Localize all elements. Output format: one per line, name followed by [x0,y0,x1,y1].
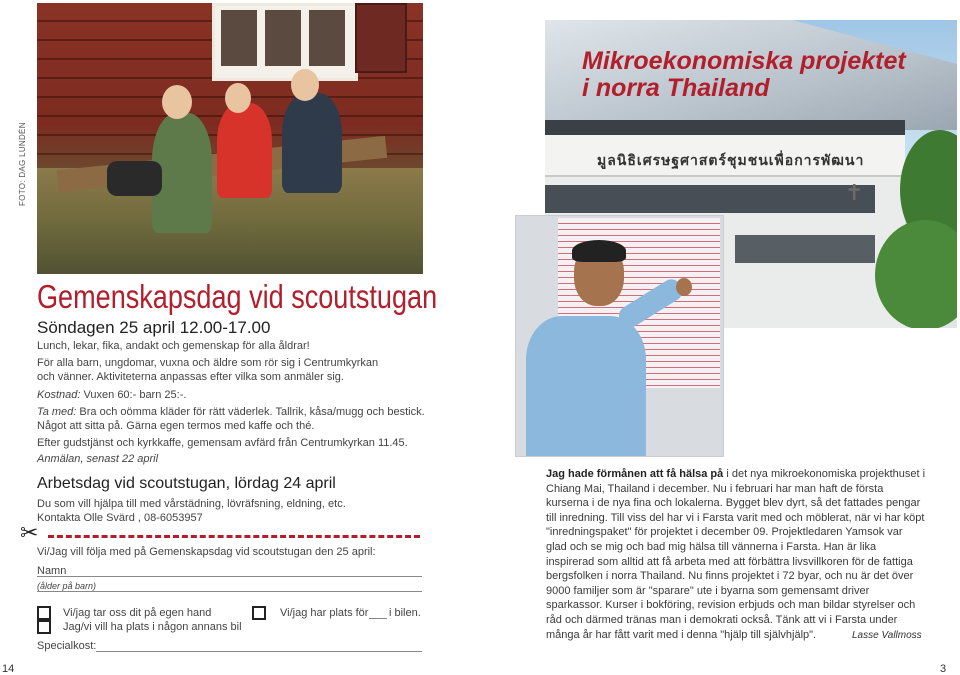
page-title: Gemenskapsdag vid scoutstugan [37,278,438,315]
seats-field[interactable] [369,618,387,619]
option-own-transport: Vi/jag tar oss dit på egen hand [63,607,212,619]
checkbox-icon[interactable] [37,620,51,634]
article-title-line-1: Mikroekonomiska projektet [582,47,906,75]
intro-line-3: och vänner. Aktiviteterna anpassas efter vilka som anmäler sig. [37,371,344,383]
page-number-left: 14 [2,663,15,675]
option-car-space: Vi/jag har plats för [280,607,369,619]
cost-line [37,389,186,402]
age-field[interactable] [37,591,422,592]
article-text [546,467,926,642]
photo-credit: FOTO: DAG LUNDÉN [18,122,27,206]
thai-sign: มูลนิธิเศรษฐศาสตร์ชุมชนเพื่อการพัฒนา [597,152,865,168]
cost-label: Kostnad: [37,389,81,401]
age-label: (ålder på barn) [37,581,97,591]
form-heading: Vi/Jag vill följa med på Gemenskapsdag vid scoutstugan den 25 april: [37,546,376,558]
building-photo: มูลนิธิเศรษฐศาสตร์ชุมชนเพื่อการพัฒนา ✝ [545,20,957,328]
scout-photo [37,3,423,274]
intro-line-1: Lunch, lekar, fika, andakt och gemenskap för alla åldrar! [37,340,310,352]
event-date: Söndagen 25 april 12.00-17.00 [37,318,271,337]
article-title [582,48,906,102]
checkbox-icon[interactable] [37,606,51,620]
bring-line [37,406,425,419]
bring-value: Bra och oömma kläder för rätt väderlek. Tallrik, kåsa/mugg och bestick. [76,406,425,418]
scissors-icon: ✂ [20,520,39,545]
intro-line-2: För alla barn, ungdomar, vuxna och äldre som rör sig i Centrumkyrkan [37,357,379,369]
sit-line: Något att sitta på. Gärna egen termos med kaffe och thé. [37,420,315,432]
signup-deadline: Anmälan, senast 22 april [37,453,159,465]
cost-value: Vuxen 60:- barn 25:-. [80,389,187,401]
author-signature: Lasse Vallmoss [852,630,922,641]
option-need-ride: Jag/vi vill ha plats i någon annans bil [63,621,242,633]
checkbox-icon[interactable] [252,606,266,620]
article-title-line-2: i norra Thailand [582,74,770,102]
special-diet-label: Specialkost: [37,640,97,652]
page-number-right: 3 [940,663,947,675]
workday-line-1: Du som vill hjälpa till med vårstädning, lövräfsning, eldning, etc. [37,498,346,510]
workday-contact: Kontakta Olle Svärd , 08-6053957 [37,512,203,524]
option-car-suffix: i bilen. [389,607,421,619]
workday-title: Arbetsdag vid scoutstugan, lördag 24 april [37,475,336,492]
article-lead: Jag hade förmånen att få hälsa på [546,468,724,480]
man-photo [515,215,724,457]
cut-line [48,535,420,538]
bring-label: Ta med: [37,406,77,418]
name-label: Namn [37,565,67,577]
special-diet-field[interactable] [96,651,422,652]
departure-line: Efter gudstjänst och kyrkkaffe, gemensam avfärd från Centrumkyrkan 11.45. [37,437,408,449]
name-field[interactable] [37,576,422,577]
article-body: i det nya mikroekonomiska projekthuset i Chiang Mai, Thailand i december. Nu i februari har man haft de första kurserna i de nya fina och lokalerna. Bygget blev dyrt, så det fattades pengar till inredning. Till viss del har vi i Farsta varit med och möblerat, när vi har köpt "inredningspaket" för projektet i december 09. Projektledaren Yamsok var glad och se mig och bad mig hälsa till vännerna i Farsta. Han är lika inspirerad som alltid att få arbeta med att förbättra livsvillkoren för de fattiga bergsfolken i norra Thailand. Nu finns projektet i 72 byar, och nu är det över 9000 familjer som är "sparare" ute i byarna som gemensamt driver sparkassor. Kurser i bokföring, revision erbjuds och man bildar styrelser och råd och därmed tränas man i demokrati också. Tänk att vi i Farsta under många år har fått varit med i denna "hjälp till självhjälp". [546,468,926,641]
